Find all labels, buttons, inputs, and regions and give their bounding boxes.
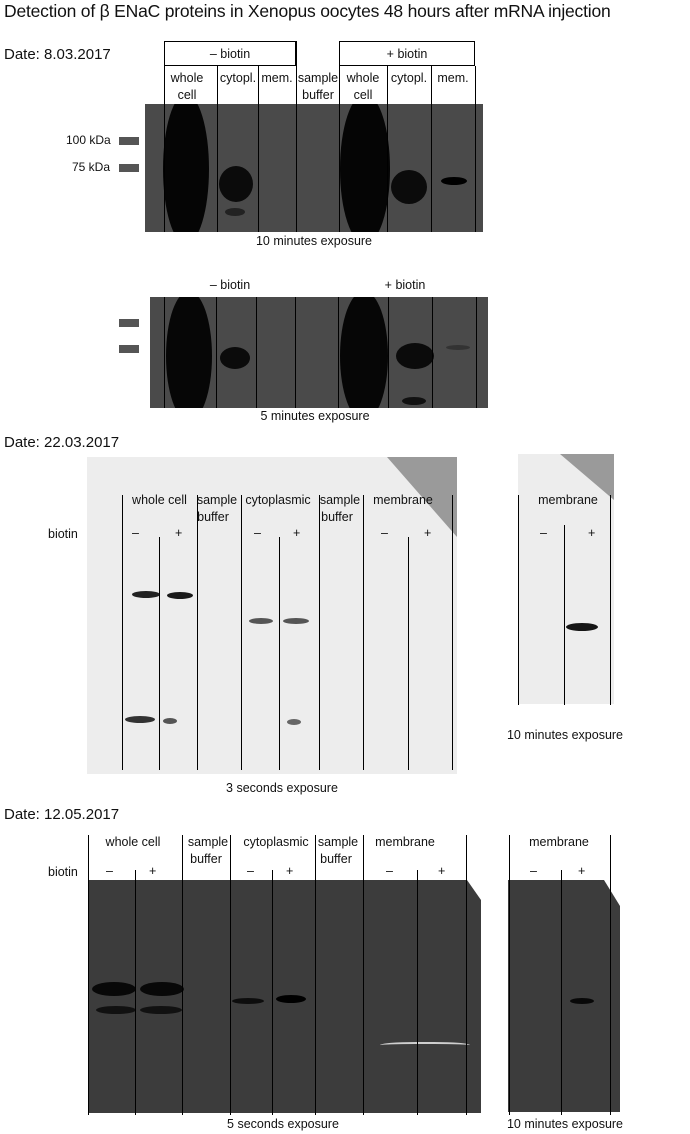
exp1-plus-biotin-label: + biotin — [386, 47, 428, 61]
exp2-sample2: sample — [319, 493, 361, 507]
exp1-exposure-10min: 10 minutes exposure — [255, 234, 373, 248]
marker-75kda-label: 75 kDa — [72, 160, 111, 174]
exp3-exposure-5sec: 5 seconds exposure — [227, 1117, 339, 1131]
marker-100kda-bar-2 — [119, 319, 139, 327]
exp3-blot-5sec — [88, 880, 481, 1113]
exp1-col5-cell: cell — [353, 88, 373, 102]
exp2-date: Date: 22.03.2017 — [4, 434, 120, 451]
exp3-membrane: membrane — [375, 835, 435, 849]
exp3-side-membrane: membrane — [529, 835, 589, 849]
exp2-biotin-label: biotin — [48, 527, 78, 541]
exp2-exposure-10min: 10 minutes exposure — [506, 728, 624, 742]
exp1-minus-biotin-label: – biotin — [209, 47, 251, 61]
exp1-header-minus-underline — [164, 65, 296, 66]
exp1-date: Date: 8.03.2017 — [4, 46, 111, 63]
exp2-sample1: sample — [196, 493, 238, 507]
exp1-blot-5min — [150, 297, 488, 408]
exp2-side-blot — [518, 454, 614, 704]
exp3-whole-cell: whole cell — [105, 835, 161, 849]
exp1-col3-mem: mem. — [261, 71, 293, 85]
exp1-col1-cell: cell — [177, 88, 197, 102]
band-membrane-plus — [570, 998, 594, 1004]
band-whole-cell-minus — [163, 104, 209, 232]
exp3-date: Date: 12.05.2017 — [4, 806, 120, 823]
exp3-exposure-10min: 10 minutes exposure — [506, 1117, 624, 1131]
marker-100kda-bar — [119, 137, 139, 145]
exp1-col7-mem: mem. — [437, 71, 469, 85]
exp2-whole-cell: whole cell — [132, 493, 187, 507]
exp1-header-plus-underline — [339, 65, 475, 66]
exp2-cytoplasmic: cytoplasmic — [245, 493, 311, 507]
exp3-sample1: sample — [187, 835, 229, 849]
exp1-col4-sample: sample — [297, 71, 339, 85]
exp1b-plus-biotin-label: + biotin — [384, 278, 426, 292]
exp3-biotin-label: biotin — [48, 865, 78, 879]
exp1-col5-whole: whole — [346, 71, 380, 85]
exp1-exposure-5min: 5 minutes exposure — [260, 409, 370, 423]
exp1-col1-whole: whole — [170, 71, 204, 85]
figure-title: Detection of β ENaC proteins in Xenopus oocytes 48 hours after mRNA injection — [4, 1, 611, 21]
exp3-cytoplasmic: cytoplasmic — [243, 835, 309, 849]
exp3-sample2: sample — [317, 835, 359, 849]
exp1-col6-cytopl: cytopl. — [390, 71, 428, 85]
exp3-side-blot — [508, 880, 620, 1112]
exp2-buffer1: buffer — [197, 510, 229, 524]
marker-75kda-bar — [119, 164, 139, 172]
band-cytopl-plus — [391, 170, 427, 204]
exp2-side-membrane: membrane — [538, 493, 598, 507]
exp1-blot-10min — [145, 104, 483, 232]
exp3-buffer1: buffer — [190, 852, 222, 866]
exp2-membrane: membrane — [373, 493, 433, 507]
band-membrane-plus — [566, 623, 598, 631]
band-cytopl-minus — [219, 166, 253, 202]
exp2-exposure-3sec: 3 seconds exposure — [226, 781, 338, 795]
exp1b-minus-biotin-label: – biotin — [209, 278, 251, 292]
exp1-col2-cytopl: cytopl. — [219, 71, 257, 85]
marker-75kda-bar-2 — [119, 345, 139, 353]
exp1-col4-buffer: buffer — [302, 88, 334, 102]
band-membrane-plus — [441, 177, 467, 185]
band-whole-cell-plus — [340, 104, 390, 232]
exp3-buffer2: buffer — [320, 852, 352, 866]
marker-100kda-label: 100 kDa — [66, 133, 111, 147]
exp2-buffer2: buffer — [321, 510, 353, 524]
